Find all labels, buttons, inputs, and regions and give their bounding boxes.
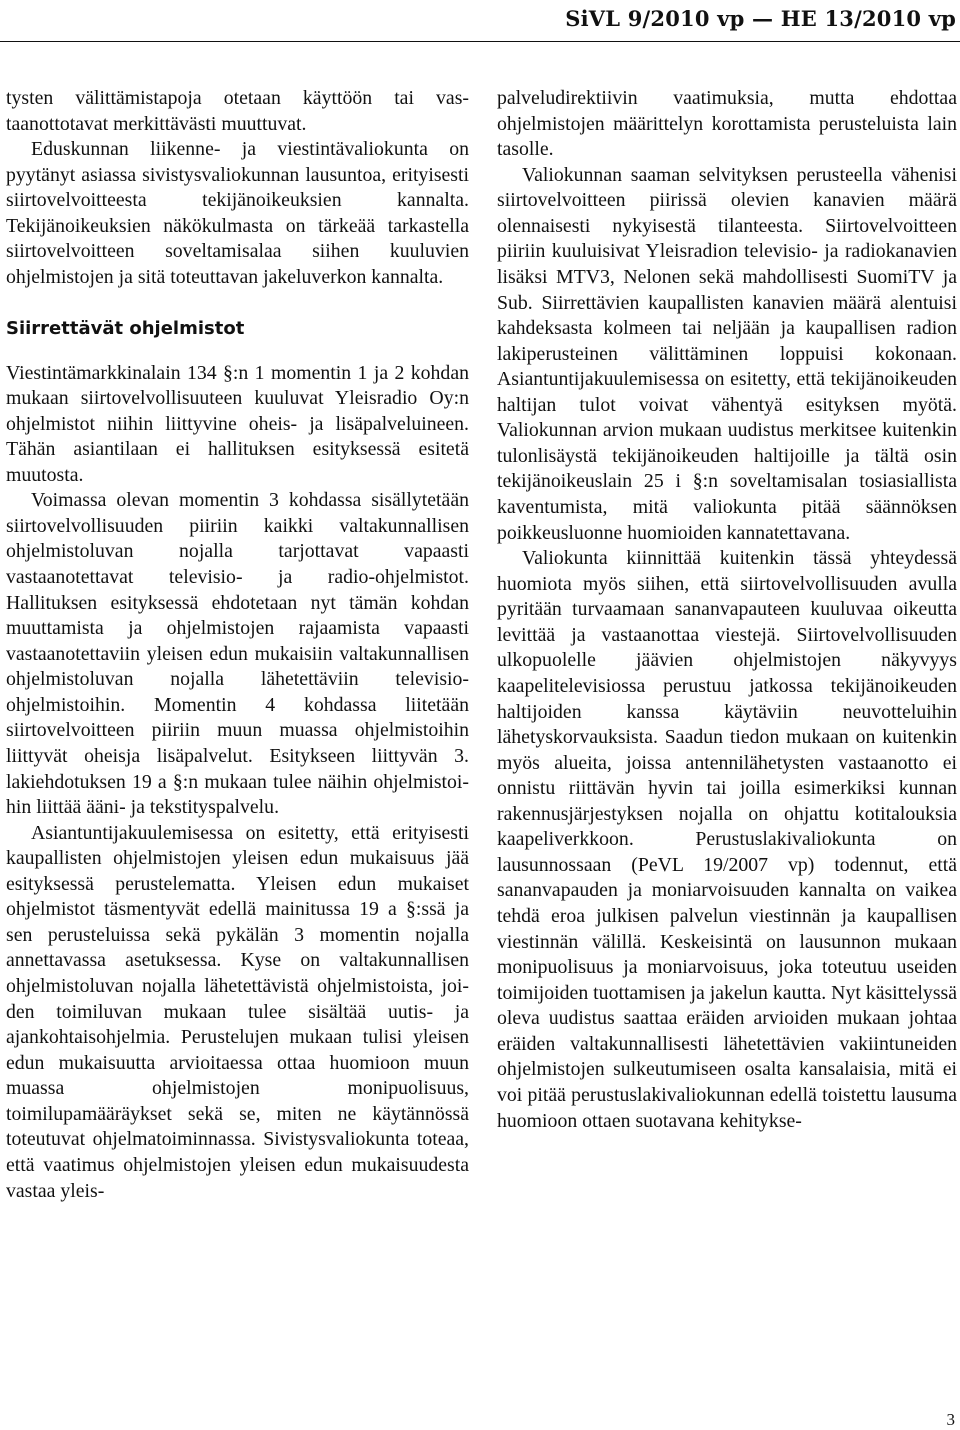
header-divider (0, 41, 960, 42)
paragraph: Asiantuntijakuulemisessa on esitetty, että erityisesti kaupallisten ohjelmistojen yleisen edun mukaisuus jää esityksessä perustelematta. Yleisen edun mukaiset ohjelmistot täsmentyvät edellä mainitussa 19 a §:ssä ja sen perusteluissa sekä pykälän 3 momentin nojalla annettavassa asetuksessa. Kyse on valtakunnallisen ohjelmistoluvan nojalla lähetettävistä ohjelmistoista, joiden toimiluvan mukaan tulee sisältää uutis- ja ajankohtaisohjelmia. Perustelujen mukaan tulisi yleisen edun mukaisuutta arvioitaessa ottaa huomioon muun muassa ohjelmistojen monipuolisuus, toimilupamääräykset sekä se, miten ne käytännössä toteutuvat ohjelmatoiminnassa. Sivistysvaliokunta toteaa, että vaatimus ohjelmistojen yleisen edun mukaisuudesta vastaa yleis- (6, 821, 469, 1202)
left-column (6, 86, 469, 1204)
paragraph: Voimassa olevan momentin 3 kohdassa sisällytetään siirtovelvollisuuden piiriin kaikki valtakunnallisen ohjelmistoluvan nojalla tarjottavat vapaasti vastaanotettavat televisio- ja radio-ohjelmistot. Hallituksen esityksessä ehdotetaan nyt tämän kohdan muuttamista ja ohjelmistojen rajaamista vapaasti vastaanotettaviin yleisen edun mukaisiin valtakunnallisen ohjelmistoluvan nojalla lähetettäviin televisio-ohjelmistoihin. Momentin 4 kohdassa liitetään siirtovelvoitteen piiriin muun muassa ohjelmistoihin liittyvät oheisja lisäpalvelut. Esitykseen liittyvän 3. lakiehdotuksen 19 a §:n mukaan tulee näihin ohjelmistoihin liittää ääni- ja tekstityspalvelu. (6, 489, 469, 819)
document-header: SiVL 9/2010 vp — HE 13/2010 vp (565, 6, 956, 31)
paragraph: Valiokunta kiinnittää kuitenkin tässä yhteydessä huomiota myös siihen, että siirtovelvollisuuden avulla pyritään turvaamaan sananvapauteen kuuluvaa oikeutta levittää ja vastaanottaa viestejä. Siirtovelvollisuuden ulkopuolelle jäävien ohjelmistojen näkyvyys kaapelitelevisiossa perustuu jatkossa tekijänoikeuden haltijoiden kanssa käytäviin neuvotteluihin lähetyskorvauksista. Saadun tiedon mukaan on kuitenkin myös alueita, joissa antennilähetysten vastaanotto ei onnistu riittävän hyvin tai joilla esimerkiksi kunnan rakennusjärjestyksen nojalla on ohjattu kotitalouksia kaapeliverkkoon. Perustuslakivaliokunta on lausunnossaan (PeVL 19/2007 vp) todennut, että sananvapauden ja moniarvoisuuden kannalta on vaikea tehdä eroa julkisen palvelun viestinnän ja kaupallisen viestinnän välillä. Keskeisintä on lausunnon mukaan monipuolisuus ja moniarvoisuus, joka toteutuu useiden toimijoiden tuottamisen ja jakelun kautta. Nyt käsittelyssä oleva uudistus saattaa eräiden arvioiden mukaan johtaa eräiden valtakunnallisesti lähetettävien vakiintuneiden ohjelmistojen sulkeutumiseen osalta kansalaisia, mitä ei voi pitää perustuslakivaliokunnan edellä toistettu lausuma huomioon ottaen suotavana kehitykse- (497, 547, 957, 1132)
paragraph-continued: palveludirektiivin vaatimuksia, mutta ehdottaa ohjelmistojen määrittelyn korottamista perusteluista lain tasolle. (497, 87, 957, 161)
paragraph: Valiokunnan saaman selvityksen perusteella vähenisi siirtovelvoitteen piirissä olevien kanavien määrä olennaisesti nykyisestä tilanteesta. Siirtovelvoitteen piiriin kuuluisivat Yleisradion televisio- ja radiokanavien lisäksi MTV3, Nelonen sekä mahdollisesti SuomiTV ja Sub. Siirrettävien kaupallisten kanavien määrä alentuisi kahdeksasta kolmeen tai neljään ja kaupallisen radion lakiperusteinen välittäminen loppuisi kokonaan. Asiantuntijakuulemisessa on esitetty, että tekijänoikeuden haltijan tulot voivat vähentyä esityksen myötä. Valiokunnan arvion mukaan uudistus merkitsee kuitenkin tulonlisäystä tekijänoikeuden haltijoille ja tältä osin tekijänoikeuslain 25 i §:n soveltamisalan tosiasiallista kaventumista, mitä valiokunta pitää säännöksen poikkeusluonne huomioiden kannatettavana. (497, 163, 957, 544)
right-column (497, 86, 957, 1134)
section-heading: Siirrettävät ohjelmistot (6, 317, 245, 339)
page-number: 3 (946, 1410, 955, 1429)
paragraph: Viestintämarkkinalain 134 §:n 1 momentin 1 ja 2 kohdan mukaan siirtovelvollisuuteen kuuluvat Yleisradio Oy:n ohjelmistot niihin liittyvine oheis- ja lisäpalveluineen. Tähän asiantilaan ei hallituksen esityksessä esitetä muutosta. (6, 361, 469, 486)
paragraph-continued: tysten välittämistapoja otetaan käyttöön tai vastaanottotavat merkittävästi muuttuvat. (6, 87, 469, 135)
paragraph: Eduskunnan liikenne- ja viestintävaliokunta on pyytänyt asiassa sivistysvaliokunnan lausuntoa, erityisesti siirtovelvoitteesta tekijänoikeuksien kannalta. Tekijänoikeuksien näkökulmasta on tärkeää tarkastella siirtovelvoitteen soveltamisalaa siihen kuuluvien ohjelmistojen ja sitä toteuttavan jakeluverkon kannalta. (6, 138, 469, 288)
